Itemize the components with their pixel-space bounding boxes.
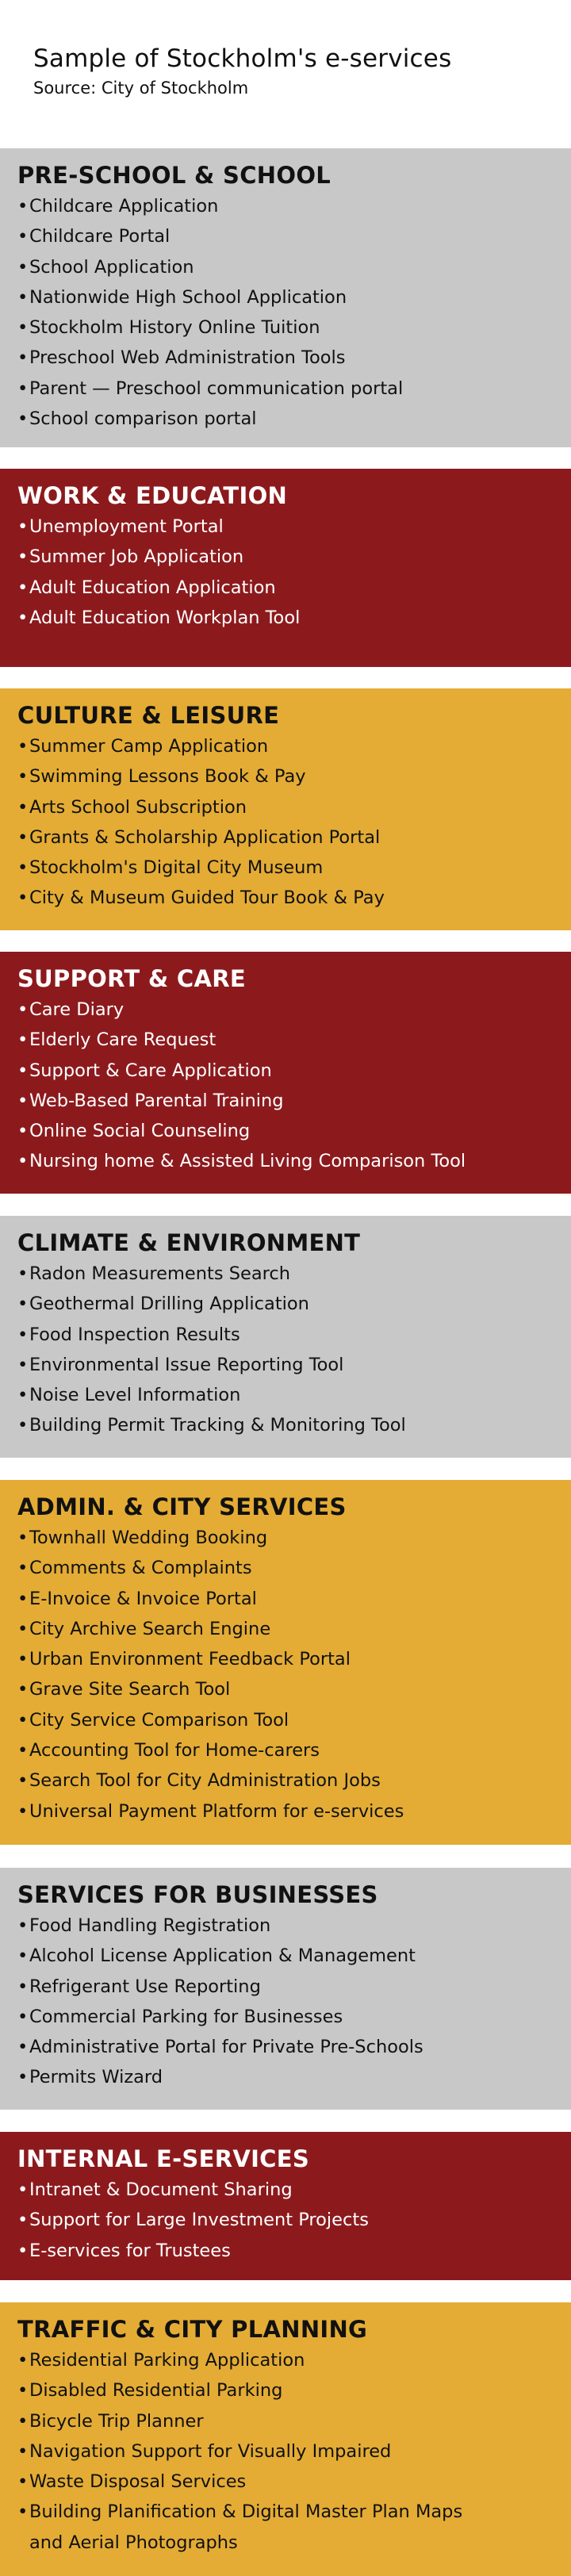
list-item-continuation xyxy=(17,2528,571,2558)
list-item: •Building Planification & Digital Master Plan Maps xyxy=(17,2501,463,2523)
service-label: Support for Large Investment Projects xyxy=(29,2210,369,2231)
service-list xyxy=(17,512,571,633)
service-label: Care Diary xyxy=(29,999,125,1020)
service-label: Childcare Portal xyxy=(29,226,171,247)
service-label: Food Inspection Results xyxy=(29,1324,240,1345)
list-item: •Summer Job Application xyxy=(17,546,244,568)
service-label: Search Tool for City Administration Jobs xyxy=(29,1770,381,1792)
service-list xyxy=(17,995,571,1177)
service-label: Alcohol License Application & Management xyxy=(29,1945,416,1967)
list-item: •Childcare Application xyxy=(17,196,219,217)
service-label: Parent — Preschool communication portal xyxy=(29,378,404,399)
section-support-care xyxy=(0,952,571,1194)
service-label: Bicycle Trip Planner xyxy=(29,2410,204,2432)
section-title: TRAFFIC & CITY PLANNING xyxy=(17,2316,368,2343)
list-item: •Accounting Tool for Home-carers xyxy=(17,1740,320,1761)
list-item: •City Archive Search Engine xyxy=(17,1618,271,1639)
service-list xyxy=(17,191,571,434)
service-label: Residential Parking Application xyxy=(29,2350,305,2371)
service-label: and Aerial Photographs xyxy=(29,2532,238,2553)
service-label: Navigation Support for Visually Impaired xyxy=(29,2440,392,2462)
list-item: •Environmental Issue Reporting Tool xyxy=(17,1354,344,1375)
service-label: Food Handling Registration xyxy=(29,1915,271,1936)
list-item: •Adult Education Workplan Tool xyxy=(17,607,301,628)
service-list xyxy=(17,2175,571,2266)
page-title: Sample of Stockholm's e-services xyxy=(33,44,452,73)
list-item: •Refrigerant Use Reporting xyxy=(17,1976,261,1997)
service-label: Adult Education Workplan Tool xyxy=(29,607,301,628)
section-title: PRE-SCHOOL & SCHOOL xyxy=(17,162,331,189)
service-label: City Service Comparison Tool xyxy=(29,1709,289,1731)
list-item: •City Service Comparison Tool xyxy=(17,1709,289,1731)
list-item: •Preschool Web Administration Tools xyxy=(17,347,346,369)
list-item: •Web-Based Parental Training xyxy=(17,1090,284,1111)
service-label: School comparison portal xyxy=(29,408,257,430)
service-label: Radon Measurements Search xyxy=(29,1263,291,1284)
service-label: Urban Environment Feedback Portal xyxy=(29,1649,351,1670)
list-item: •Elderly Care Request xyxy=(17,1029,217,1051)
list-item: •Unemployment Portal xyxy=(17,516,224,537)
list-item: •School comparison portal xyxy=(17,408,257,430)
list-item: •Nursing home & Assisted Living Comparison Tool xyxy=(17,1151,466,1172)
service-label: Intranet & Document Sharing xyxy=(29,2179,293,2200)
service-list xyxy=(17,1259,571,1441)
service-list xyxy=(17,1911,571,2093)
section-culture-leisure xyxy=(0,688,571,930)
service-label: Support & Care Application xyxy=(29,1060,272,1081)
list-item: •E-services for Trustees xyxy=(17,2240,231,2261)
service-label: Geothermal Drilling Application xyxy=(29,1294,309,1315)
list-item: •Parent — Preschool communication portal xyxy=(17,378,404,399)
service-label: Building Permit Tracking & Monitoring Tool xyxy=(29,1415,406,1436)
service-label: Waste Disposal Services xyxy=(29,2471,247,2493)
section-pre-school-school xyxy=(0,148,571,447)
list-item: •Arts School Subscription xyxy=(17,796,247,818)
list-item: •Commercial Parking for Businesses xyxy=(17,2006,343,2027)
service-label: City Archive Search Engine xyxy=(29,1618,271,1639)
list-item: •City & Museum Guided Tour Book & Pay xyxy=(17,887,385,909)
service-label: Comments & Complaints xyxy=(29,1558,252,1579)
list-item: •Townhall Wedding Booking xyxy=(17,1528,268,1548)
service-label: Childcare Application xyxy=(29,196,219,217)
page-subtitle: Source: City of Stockholm xyxy=(33,79,249,98)
list-item: •Stockholm's Digital City Museum xyxy=(17,857,324,879)
list-item: •Navigation Support for Visually Impaired xyxy=(17,2440,392,2462)
section-title: ADMIN. & CITY SERVICES xyxy=(17,1493,347,1520)
list-item: •Bicycle Trip Planner xyxy=(17,2410,204,2432)
section-climate-environment xyxy=(0,1216,571,1458)
list-item: •Building Permit Tracking & Monitoring Tool xyxy=(17,1415,406,1436)
service-label: Preschool Web Administration Tools xyxy=(29,347,346,369)
list-item: •Food Inspection Results xyxy=(17,1324,240,1345)
service-label: Stockholm History Online Tuition xyxy=(29,317,320,339)
list-item: •Urban Environment Feedback Portal xyxy=(17,1649,351,1670)
page-header xyxy=(33,41,451,100)
service-label: Unemployment Portal xyxy=(29,516,224,537)
list-item: •Food Handling Registration xyxy=(17,1915,271,1936)
list-item: •School Application xyxy=(17,256,194,278)
service-label: E-services for Trustees xyxy=(29,2240,231,2261)
list-item: •Nationwide High School Application xyxy=(17,286,347,308)
service-label: School Application xyxy=(29,256,194,278)
service-list xyxy=(17,731,571,914)
list-item: •Care Diary xyxy=(17,999,125,1020)
service-label: Online Social Counseling xyxy=(29,1121,251,1142)
list-item: •Geothermal Drilling Application xyxy=(17,1294,309,1315)
service-label: Permits Wizard xyxy=(29,2067,163,2088)
list-item: •Search Tool for City Administration Jobs xyxy=(17,1770,381,1792)
list-item: •Intranet & Document Sharing xyxy=(17,2179,293,2200)
service-label: Disabled Residential Parking xyxy=(29,2380,283,2402)
service-label: Summer Job Application xyxy=(29,546,244,568)
service-label: Noise Level Information xyxy=(29,1385,241,1406)
service-label: Refrigerant Use Reporting xyxy=(29,1976,261,1997)
service-label: Summer Camp Application xyxy=(29,736,269,757)
list-item: •Permits Wizard xyxy=(17,2067,163,2088)
list-item: •Swimming Lessons Book & Pay xyxy=(17,766,306,788)
section-title: WORK & EDUCATION xyxy=(17,482,288,509)
service-label: City & Museum Guided Tour Book & Pay xyxy=(29,887,385,909)
section-title: INTERNAL E-SERVICES xyxy=(17,2145,310,2172)
list-item: •Online Social Counseling xyxy=(17,1121,251,1142)
service-label: Universal Payment Platform for e-services xyxy=(29,1800,404,1822)
section-title: CULTURE & LEISURE xyxy=(17,702,280,729)
service-label: Nationwide High School Application xyxy=(29,286,347,308)
list-item: •Adult Education Application xyxy=(17,577,276,598)
service-label: Accounting Tool for Home-carers xyxy=(29,1740,320,1761)
service-label: Web-Based Parental Training xyxy=(29,1090,284,1111)
section-title: SERVICES FOR BUSINESSES xyxy=(17,1881,378,1908)
list-item: •Support & Care Application xyxy=(17,1060,272,1081)
section-traffic-city-planning xyxy=(0,2302,571,2576)
list-item: •Alcohol License Application & Management xyxy=(17,1945,416,1967)
service-label: Swimming Lessons Book & Pay xyxy=(29,766,306,788)
list-item: •Support for Large Investment Projects xyxy=(17,2210,369,2231)
service-label: Arts School Subscription xyxy=(29,796,247,818)
section-services-for-businesses xyxy=(0,1868,571,2110)
list-item: •Noise Level Information xyxy=(17,1385,241,1406)
service-label: E-Invoice & Invoice Portal xyxy=(29,1588,257,1609)
service-label: Townhall Wedding Booking xyxy=(29,1528,268,1548)
list-item: •Universal Payment Platform for e-services xyxy=(17,1800,404,1822)
section-work-education xyxy=(0,469,571,667)
list-item: •Radon Measurements Search xyxy=(17,1263,291,1284)
list-item: •E-Invoice & Invoice Portal xyxy=(17,1588,257,1609)
service-label: Grants & Scholarship Application Portal xyxy=(29,826,381,848)
list-item: •Stockholm History Online Tuition xyxy=(17,317,320,339)
list-item: •Administrative Portal for Private Pre-Schools xyxy=(17,2037,423,2058)
section-admin-city-services xyxy=(0,1480,571,1845)
service-list xyxy=(17,1523,571,1827)
list-item: •Comments & Complaints xyxy=(17,1558,252,1579)
section-internal-e-services xyxy=(0,2132,571,2280)
list-item: •Summer Camp Application xyxy=(17,736,269,757)
list-item: •Residential Parking Application xyxy=(17,2350,305,2371)
service-list xyxy=(17,2345,571,2558)
service-label: Elderly Care Request xyxy=(29,1029,217,1051)
list-item: •Childcare Portal xyxy=(17,226,171,247)
service-label: Grave Site Search Tool xyxy=(29,1679,231,1700)
section-title: SUPPORT & CARE xyxy=(17,965,246,992)
service-label: Stockholm's Digital City Museum xyxy=(29,857,324,879)
list-item: •Disabled Residential Parking xyxy=(17,2380,283,2402)
list-item: •Grave Site Search Tool xyxy=(17,1679,231,1700)
list-item: •Grants & Scholarship Application Portal xyxy=(17,826,381,848)
service-label: Nursing home & Assisted Living Comparison Tool xyxy=(29,1151,466,1172)
section-title: CLIMATE & ENVIRONMENT xyxy=(17,1229,361,1256)
service-label: Adult Education Application xyxy=(29,577,276,598)
service-label: Commercial Parking for Businesses xyxy=(29,2006,343,2027)
service-label: Administrative Portal for Private Pre-Schools xyxy=(29,2037,423,2058)
service-label: Environmental Issue Reporting Tool xyxy=(29,1354,344,1375)
list-item: •Waste Disposal Services xyxy=(17,2471,247,2493)
service-label: Building Planification & Digital Master Plan Maps xyxy=(29,2501,463,2523)
